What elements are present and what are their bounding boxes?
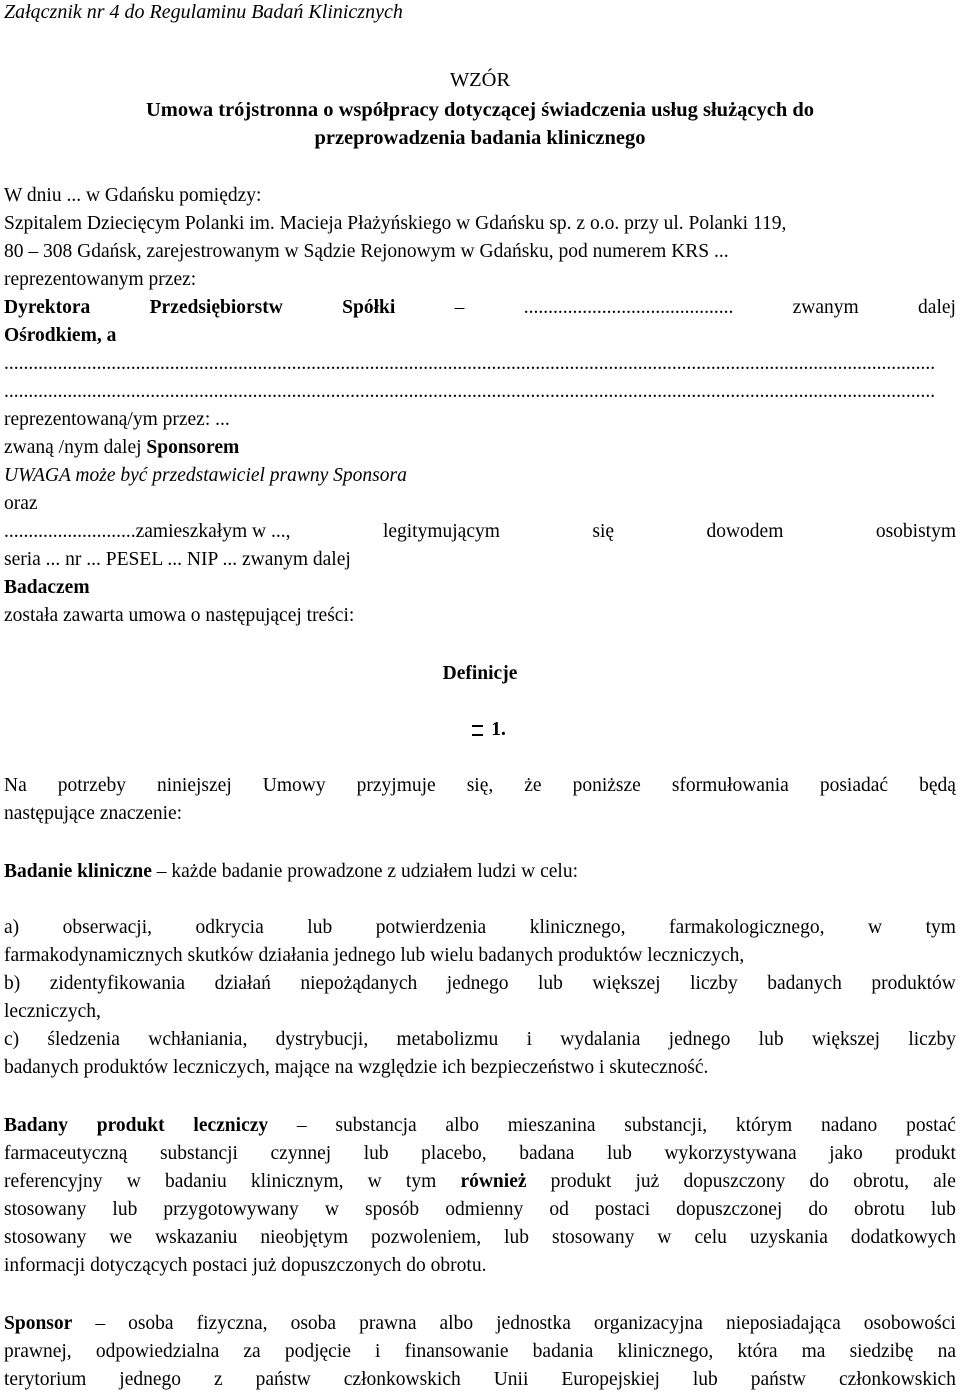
product-word: również [460,1171,527,1192]
section-marker [472,725,483,736]
point-b-line-2: leczniczych, [4,1001,101,1022]
point-a-word: odkrycia [195,917,264,938]
product-line-3 [4,1172,956,1192]
represented-by-2: reprezentowaną/ym przez: ... [4,409,230,430]
sponsor-word: odpowiedzialna [95,1341,220,1362]
product-term-word: leczniczy [193,1115,269,1136]
product-word: do [808,1199,828,1220]
product-word: badaniu [164,1171,227,1192]
point-a-word: w [867,917,883,938]
clinical-trial-text: – każde badanie prowadzone z udziałem ludzi w celu: [151,861,579,882]
product-word: czynnej [270,1143,332,1164]
product-word: produkt [895,1143,956,1164]
sponsor-word: osobowości [863,1313,956,1334]
template-label: WZÓR [449,69,511,91]
product-word: postaci [594,1199,651,1220]
director-word: dalej [918,297,956,318]
investigator-label: Badaczem [4,577,90,598]
intro-line-2: następujące znaczenie: [4,803,183,824]
director-word: zwanym [792,297,859,318]
product-word: uzyskania [749,1227,828,1248]
product-word: w [126,1171,141,1192]
point-c-word: metabolizmu [396,1029,499,1050]
sponsor-word: państw [255,1369,311,1390]
investigator-word: osobistym [875,521,956,542]
product-word: obrotu [853,1199,905,1220]
product-line-6: informacji dotyczących postaci już dopuszczonych do obrotu. [4,1255,487,1276]
product-word: wykorzystywana [664,1143,797,1164]
intro-word: sformułowania [671,775,789,796]
product-line-1 [4,1116,956,1136]
point-c-word: i [526,1029,532,1050]
point-a-word: obserwacji, [62,917,153,938]
sponsor-word: prawnej, [4,1341,72,1362]
product-word: lub [930,1199,956,1220]
product-word: badana [519,1143,575,1164]
point-a-word: farmakologicznego, [669,917,825,938]
sponsor-word: lub [692,1369,718,1390]
agreement-title-line2: przeprowadzenia badania klinicznego [314,127,646,149]
intro-line-1 [4,776,956,796]
sponsor-def-line-1 [4,1314,956,1334]
product-word: ale [933,1171,956,1192]
product-term-word: Badany [4,1115,68,1136]
product-word: tym [405,1171,437,1192]
product-word: referencyjny [4,1171,103,1192]
investigator-word: ...zamieszkałym w ..., [121,521,291,542]
product-word: lub [504,1227,529,1248]
point-b-word: liczby [690,973,738,994]
section-number [0,720,960,740]
product-word: dopuszczony [683,1171,786,1192]
sponsor-word: nieposiadająca [725,1313,841,1334]
intro-word: niniejszej [157,775,232,796]
point-c-word: wchłaniania, [148,1029,248,1050]
product-word: obrotu, [853,1171,909,1192]
hospital-line-1: Szpitalem Dziecięcym Polanki im. Macieja Płażyńskiego w Gdańsku sp. z o.o. przy ul. Polanki 119, [4,213,787,234]
point-c-word: c) [4,1029,20,1050]
point-b-word: badanych [767,973,842,994]
product-word: produkt [550,1171,612,1192]
sponsor-term: Sponsor [4,1313,73,1334]
product-word: w [324,1199,339,1220]
intro-word: Na [4,775,27,796]
point-b-word: działań [214,973,271,994]
sponsor-word: – [95,1313,106,1334]
director-word: Dyrektora [4,297,91,318]
point-c-word: lub [758,1029,784,1050]
point-a-line-1 [4,918,956,938]
annex-header: Załącznik nr 4 do Regulaminu Badań Klinicznych [4,1,403,23]
sponsor-word: jednostka [496,1313,571,1334]
product-word: od [549,1199,569,1220]
product-word: – [296,1115,307,1136]
section-number-text: 1. [491,719,506,740]
product-word: nieobjętym [260,1227,349,1248]
blank-line-2: ............................................................................................................................................................................................... [4,382,936,402]
intro-word: poniższe [572,775,641,796]
point-c-word: jednego [668,1029,731,1050]
sponsor-prefix: zwaną /nym dalej [4,437,147,458]
investigator-word: legitymującym [382,521,500,542]
sponsor-label: Sponsorem [146,437,240,458]
sponsor-word: Unii [493,1369,529,1390]
product-word: odmienny [445,1199,524,1220]
product-word: wskazaniu [155,1227,238,1248]
product-word: nadano [821,1115,878,1136]
sponsor-word: państw [750,1369,806,1390]
product-word: dopuszczonej [676,1199,783,1220]
blank-line-1: ............................................................................................................................................................................................... [4,354,936,374]
product-line-4 [4,1200,956,1220]
product-term-word: produkt [96,1115,165,1136]
point-c-line-2: badanych produktów leczniczych, mające na względzie ich bezpieczeństwo i skuteczność. [4,1057,709,1078]
product-word: farmaceutyczną [4,1143,128,1164]
sponsor-def-line-3 [4,1370,956,1390]
intro-word: będą [919,775,956,796]
product-word: klinicznym, [250,1171,344,1192]
investigator-word: się [592,521,615,542]
product-word: celu [694,1227,727,1248]
sponsor-note: UWAGA może być przedstawiciel prawny Sponsora [4,465,407,486]
sponsor-word: prawna [359,1313,417,1334]
investigator-dots: ........................ [4,521,121,542]
product-word: albo [445,1115,479,1136]
product-word: już [635,1171,660,1192]
point-b-word: większej [592,973,661,994]
intro-word: się, [466,775,494,796]
sponsor-word: siedzibę [849,1341,914,1362]
product-word: placebo, [421,1143,487,1164]
sponsor-word: jednego [119,1369,182,1390]
date-line: W dniu ... w Gdańsku pomiędzy: [4,185,262,206]
product-word: lub [607,1143,632,1164]
product-word: lub [112,1199,138,1220]
investigator-word: dowodem [706,521,784,542]
product-word: we [109,1227,133,1248]
intro-word: że [524,775,542,796]
sponsor-word: badania [532,1341,594,1362]
product-word: którym [735,1115,793,1136]
product-word: substancji [159,1143,238,1164]
director-line [4,298,956,318]
point-b-word: zidentyfikowania [49,973,186,994]
and-word: oraz [4,493,38,514]
product-word: sposób [365,1199,420,1220]
product-word: stosowany [552,1227,635,1248]
sponsor-word: klinicznego, [617,1341,714,1362]
product-word: stosowany [4,1227,87,1248]
sponsor-line [4,438,239,458]
product-word: lub [363,1143,389,1164]
investigator-line-1 [4,522,956,542]
point-a-word: tym [925,917,956,938]
product-line-2 [4,1144,956,1164]
sponsor-word: podjęcie [284,1341,351,1362]
point-c-word: liczby [908,1029,956,1050]
sponsor-word: osoba [128,1313,174,1334]
represented-by: reprezentowanym przez: [4,269,197,290]
point-a-word: a) [4,917,20,938]
sponsor-word: członkowskich [838,1369,956,1390]
definitions-heading: Definicje [442,663,518,684]
point-b-word: lub [537,973,563,994]
product-word: substancji, [624,1115,708,1136]
sponsor-word: albo [439,1313,474,1334]
product-line-5 [4,1228,956,1248]
sponsor-word: terytorium [4,1369,87,1390]
point-a-word: klinicznego, [529,917,626,938]
sponsor-word: która [737,1341,778,1362]
director-dots: ........................................... [523,297,734,318]
product-word: pozwoleniem, [371,1227,482,1248]
director-word: Spółki [342,297,396,318]
point-b-word: niepożądanych [300,973,418,994]
point-c-word: większej [811,1029,881,1050]
clinical-trial-term: Badanie kliniczne [4,861,152,882]
sponsor-word: organizacyjna [593,1313,703,1334]
sponsor-word: za [243,1341,261,1362]
sponsor-word: Europejskiej [561,1369,660,1390]
point-b-line-1 [4,974,956,994]
product-word: substancja [335,1115,417,1136]
product-word: do [809,1171,829,1192]
product-word: postać [906,1115,956,1136]
sponsor-def-line-2 [4,1342,956,1362]
point-a-word: lub [307,917,333,938]
sponsor-word: ma [801,1341,826,1362]
intro-word: przyjmuje [356,775,436,796]
director-word: Przedsiębiorstw [149,297,283,318]
clinical-trial-definition [4,862,578,882]
concluded-line: została zawarta umowa o następującej treści: [4,605,355,626]
product-word: stosowany [4,1199,87,1220]
point-a-word: potwierdzenia [375,917,487,938]
product-word: w [367,1171,382,1192]
sponsor-word: i [375,1341,381,1362]
investigator-line-2: seria ... nr ... PESEL ... NIP ... zwanym dalej [4,549,351,570]
centre-label: Ośrodkiem, a [4,325,117,346]
point-c-line-1 [4,1030,956,1050]
point-b-word: b) [4,973,21,994]
sponsor-word: osoba [290,1313,337,1334]
point-b-word: produktów [871,973,956,994]
product-word: przygotowywany [163,1199,299,1220]
sponsor-word: fizyczna, [196,1313,268,1334]
hospital-line-2: 80 – 308 Gdańsk, zarejestrowanym w Sądzie Rejonowym w Gdańsku, pod numerem KRS ... [4,241,729,262]
intro-word: potrzeby [57,775,126,796]
sponsor-word: na [937,1341,956,1362]
product-word: dodatkowych [850,1227,956,1248]
point-c-word: dystrybucji, [275,1029,369,1050]
sponsor-word: finansowanie [404,1341,509,1362]
director-dash: – [454,297,465,318]
point-c-word: śledzenia [47,1029,120,1050]
agreement-title-line1: Umowa trójstronna o współpracy dotyczącej świadczenia usług służących do [145,99,815,121]
intro-word: Umowy [262,775,326,796]
point-c-word: wydalania [560,1029,641,1050]
point-a-line-2: farmakodynamicznych skutków działania jednego lub wielu badanych produktów leczniczych, [4,945,745,966]
product-word: jako [829,1143,863,1164]
sponsor-word: członkowskich [343,1369,461,1390]
product-word: mieszanina [507,1115,596,1136]
product-word: w [657,1227,672,1248]
intro-word: posiadać [819,775,889,796]
point-b-word: jednego [446,973,509,994]
sponsor-word: z [213,1369,223,1390]
